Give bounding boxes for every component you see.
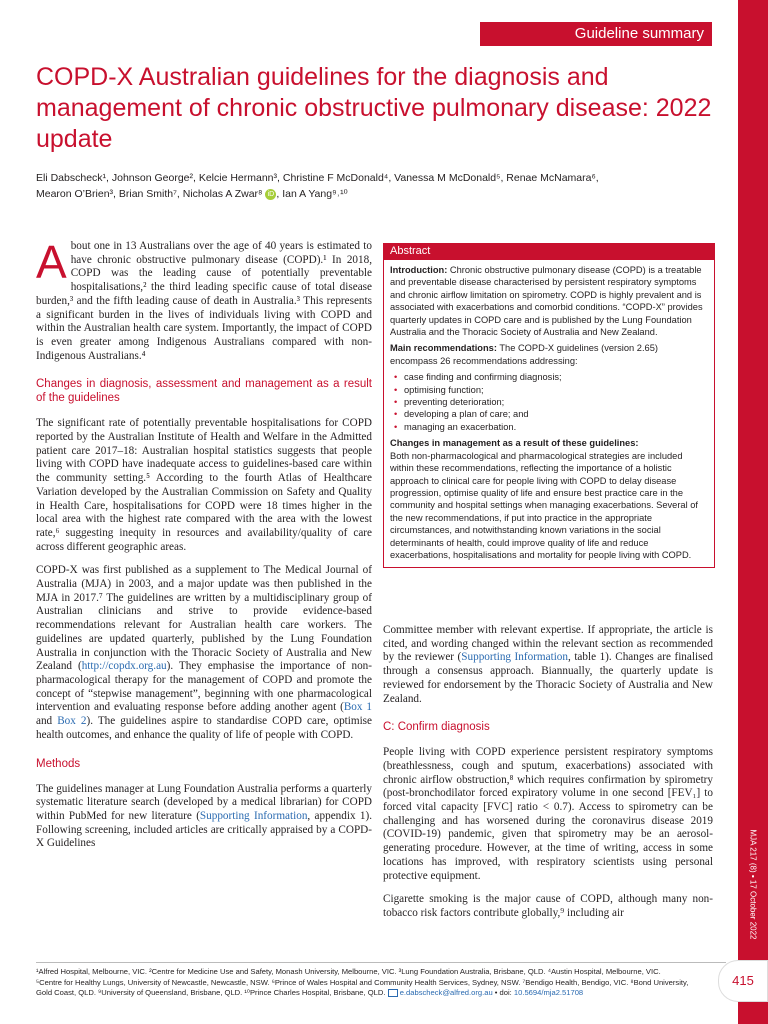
list-item: • developing a plan of care; and: [404, 408, 708, 420]
abstract-changes: [390, 437, 708, 561]
affiliations-footnote: [36, 967, 726, 999]
doi-separator: • doi:: [492, 988, 514, 997]
mail-icon: [388, 989, 398, 997]
abstract-body: [384, 260, 714, 567]
para3-text-a: COPD-X was first published as a supplement to The Medical Journal of Australia (MJA) in 2003, and a major update was then published in the MJA in 2017.⁷ The guidelines are written by a multidisciplinary group of Australian clinicians and strive to provide evidence-based recommendations relevant for Australian health care workers. The guidelines are updated quarterly, published by the Lung Foundation Australia in conjunction with the Thoracic Society of Australia and New Zealand (: [36, 564, 372, 673]
para3-and: and: [36, 715, 58, 728]
footnote-line-2: ⁵Centre for Healthy Lungs, University of Newcastle, Newcastle, NSW. ⁶Prince of Wales Hospital and Community Health Services, Sydney, NSW. ⁷Bendigo Health, Bendigo, VIC. ⁸Bond University,: [36, 977, 689, 987]
left-column: [36, 236, 373, 861]
para4-text-a: The guidelines manager at Lung Foundation Australia performs a quarterly systematic literature search (developed by a medical librarian) for COPD within PubMed for new literature (: [36, 782, 372, 822]
right-para1-a: Committee member with relevant expertise. If appropriate, the article is cited, and wording changed within the relevant section as recommended by the reviewer (: [383, 624, 713, 664]
email-link[interactable]: e.dabscheck@alfred.org.au: [399, 988, 493, 997]
abstract-changes-label: Changes in management as a result of these guidelines:: [390, 438, 639, 449]
para4-text-b: , appendix 1). Following screening, included articles are critically appraised by a COPD-X Guidelines: [36, 809, 372, 850]
list-item: • preventing deterioration;: [404, 396, 708, 408]
heading-changes: Changes in diagnosis, assessment and management as a result of the guidelines: [36, 378, 372, 405]
page-number: 415: [718, 960, 768, 1002]
supporting-info-link-2[interactable]: Supporting Information: [461, 651, 568, 664]
paragraph-committee: [383, 624, 713, 706]
abstract-intro-label: Introduction:: [390, 265, 448, 275]
abstract-intro-text: Chronic obstructive pulmonary disease (COPD) is a treatable and preventable disease characterised by persistent respiratory symptoms and chronic airflow limitation on spirometry. COPD is highly prevalent and is associated with exacerbations and comorbid conditions. “COPD-X” provides quarterly updates in COPD care and is published by the Lung Foundation Australia and the Thoracic Society of Australia and New Zealand.: [390, 265, 703, 338]
abstract-header: Abstract: [384, 244, 714, 260]
heading-confirm-diagnosis: C: Confirm diagnosis: [383, 721, 490, 734]
paragraph-methods: [36, 783, 372, 852]
recommendation-list: [390, 371, 708, 433]
article-title: COPD-X Australian guidelines for the diagnosis and management of chronic obstructive pulmonary disease: 2022 update: [36, 63, 712, 153]
right-para1-b: , table 1). Changes are finalised through a consensus approach. Biannually, the quarterly update is reviewed for endorsement by the Thoracic Society of Australia and New Zealand.: [383, 651, 713, 705]
box1-link[interactable]: Box 1: [343, 701, 372, 714]
abstract-changes-text: Both non-pharmacological and pharmacological strategies are included within these recommendations, reflecting the importance of a holistic approach to clinical care for people living with COPD to delay disease progression, optimise quality of life and ensure best practice care in the community and hospital settings when managing exacerbations. Several of the new recommendations, if put into practice in the appropriate circumstances, and notwithstanding known variations in the social determinants of health, could improve quality of life and reduce exacerbations, hospitalisations and mortality for people living with COPD.: [390, 450, 699, 560]
abstract-box: [383, 243, 715, 568]
authors-line-2: [36, 186, 726, 202]
list-item: • case finding and confirming diagnosis;: [404, 371, 708, 383]
section-banner: [480, 22, 712, 46]
abstract-main-recs: [390, 342, 708, 367]
authors-line-2-tail: , Ian A Yang⁹˒¹⁰: [276, 188, 348, 200]
abstract-main-text: The COPD-X guidelines (version 2.65) encompass 26 recommendations addressing:: [390, 343, 658, 366]
paragraph-hospitalisations: The significant rate of potentially preventable hospitalisations for COPD reported by the Australian Institute of Health and Welfare in the Admitted patient care 2017–18: Australian hospital statistics suggests that people living with COPD have inadequate access to guidelines-based care within the community setting.⁵ According to the fourth Atlas of Healthcare Variation developed by the Australian Commission on Safety and Quality in Health Care, hospitalisations for COPD were 18 times higher in the local area with the highest rate compared with the area with the lowest rate,⁶ suggesting inequity in resources and availability/quality of care across different geographic areas.: [36, 417, 372, 553]
drop-cap: A: [36, 236, 67, 288]
authors-line-1: Eli Dabscheck¹, Johnson George², Kelcie Hermann³, Christine F McDonald⁴, Vanessa M McDonald⁵, Renae McNamara⁶,: [36, 172, 599, 184]
intro-text: bout one in 13 Australians over the age of 40 years is estimated to have chronic obstructive pulmonary disease (COPD).¹ In 2018, COPD was the leading cause of potentially preventable hospitalisations,² the third leading specific cause of total disease burden,³ and the fifth leading cause of death in Australia.³ This represents a significant burden in the lives of individuals living with COPD and within the Australian health care system. Importantly, the impact of COPD is even greater among Indigenous Australians compared with non-Indigenous Australians.⁴: [36, 240, 372, 362]
heading-methods: Methods: [36, 757, 81, 770]
abstract-main-label: Main recommendations:: [390, 343, 497, 354]
copdx-link[interactable]: http://copdx.org.au: [81, 660, 167, 673]
footnote-line-1: ¹Alfred Hospital, Melbourne, VIC. ²Centre for Medicine Use and Safety, Monash University, Melbourne, VIC. ³Lung Foundation Australia, Brisbane, QLD. ⁴Austin Hospital, Melbourne, VIC.: [36, 967, 661, 976]
journal-info: [748, 810, 758, 970]
intro-paragraph: [36, 236, 372, 363]
right-column: [383, 624, 713, 931]
authors-line-2-text: Mearon O’Brien³, Brian Smith⁷, Nicholas A Zwar⁸: [36, 188, 263, 200]
doi-link[interactable]: 10.5694/mja2.51708: [513, 988, 584, 997]
author-list: [36, 170, 726, 202]
footnote-line-3: [36, 988, 726, 999]
footnote-divider: [36, 962, 726, 963]
paragraph-diagnosis: People living with COPD experience persistent respiratory symptoms (breathlessness, cough and sputum, exacerbations) associated with chronic airflow obstruction,⁸ which requires confirmation by spirometry (post-bronchodilator forced expiratory volume in one second [FEV₁] to forced vital capacity [FVC] ratio < 0.7). Access to spirometry can be challenging and has worsened during the coronavirus disease 2019 (COVID-19) pandemic, given that spirometry may be an aerosol-generating procedure. However, at the time of writing, access in some locations has improved, with respiratory scientists using personal protective equipment.: [383, 746, 713, 882]
box2-link[interactable]: Box 2: [57, 715, 87, 728]
paragraph-smoking: Cigarette smoking is the major cause of COPD, although many non-tobacco risk factors contribute globally,⁹ including air: [383, 893, 713, 919]
para3-text-b: ). They emphasise the importance of non-pharmacological therapy for the management of COPD and promote the concept of “stepwise management”, beginning with one pharmacological intervention and evaluating response before adding another agent (: [36, 660, 372, 714]
section-label: Guideline summary: [574, 25, 704, 42]
list-item: • optimising function;: [404, 384, 708, 396]
supporting-info-link[interactable]: Supporting Information: [199, 809, 308, 822]
orcid-icon[interactable]: iD: [265, 189, 276, 200]
abstract-introduction: [390, 264, 708, 338]
footnote-line-3-text: Gold Coast, QLD. ⁹University of Queensland, Brisbane, QLD. ¹⁰Prince Charles Hospital, Brisbane, QLD.: [36, 988, 386, 997]
paragraph-copdx-history: [36, 564, 372, 742]
journal-info-text: MJA 217 (8) ▪ 17 October 2022: [748, 829, 758, 940]
list-item: • managing an exacerbation.: [404, 421, 708, 433]
para3-text-c: ). The guidelines aspire to standardise COPD care, optimise health outcomes, and enhance the quality of life of people with COPD.: [36, 715, 373, 741]
